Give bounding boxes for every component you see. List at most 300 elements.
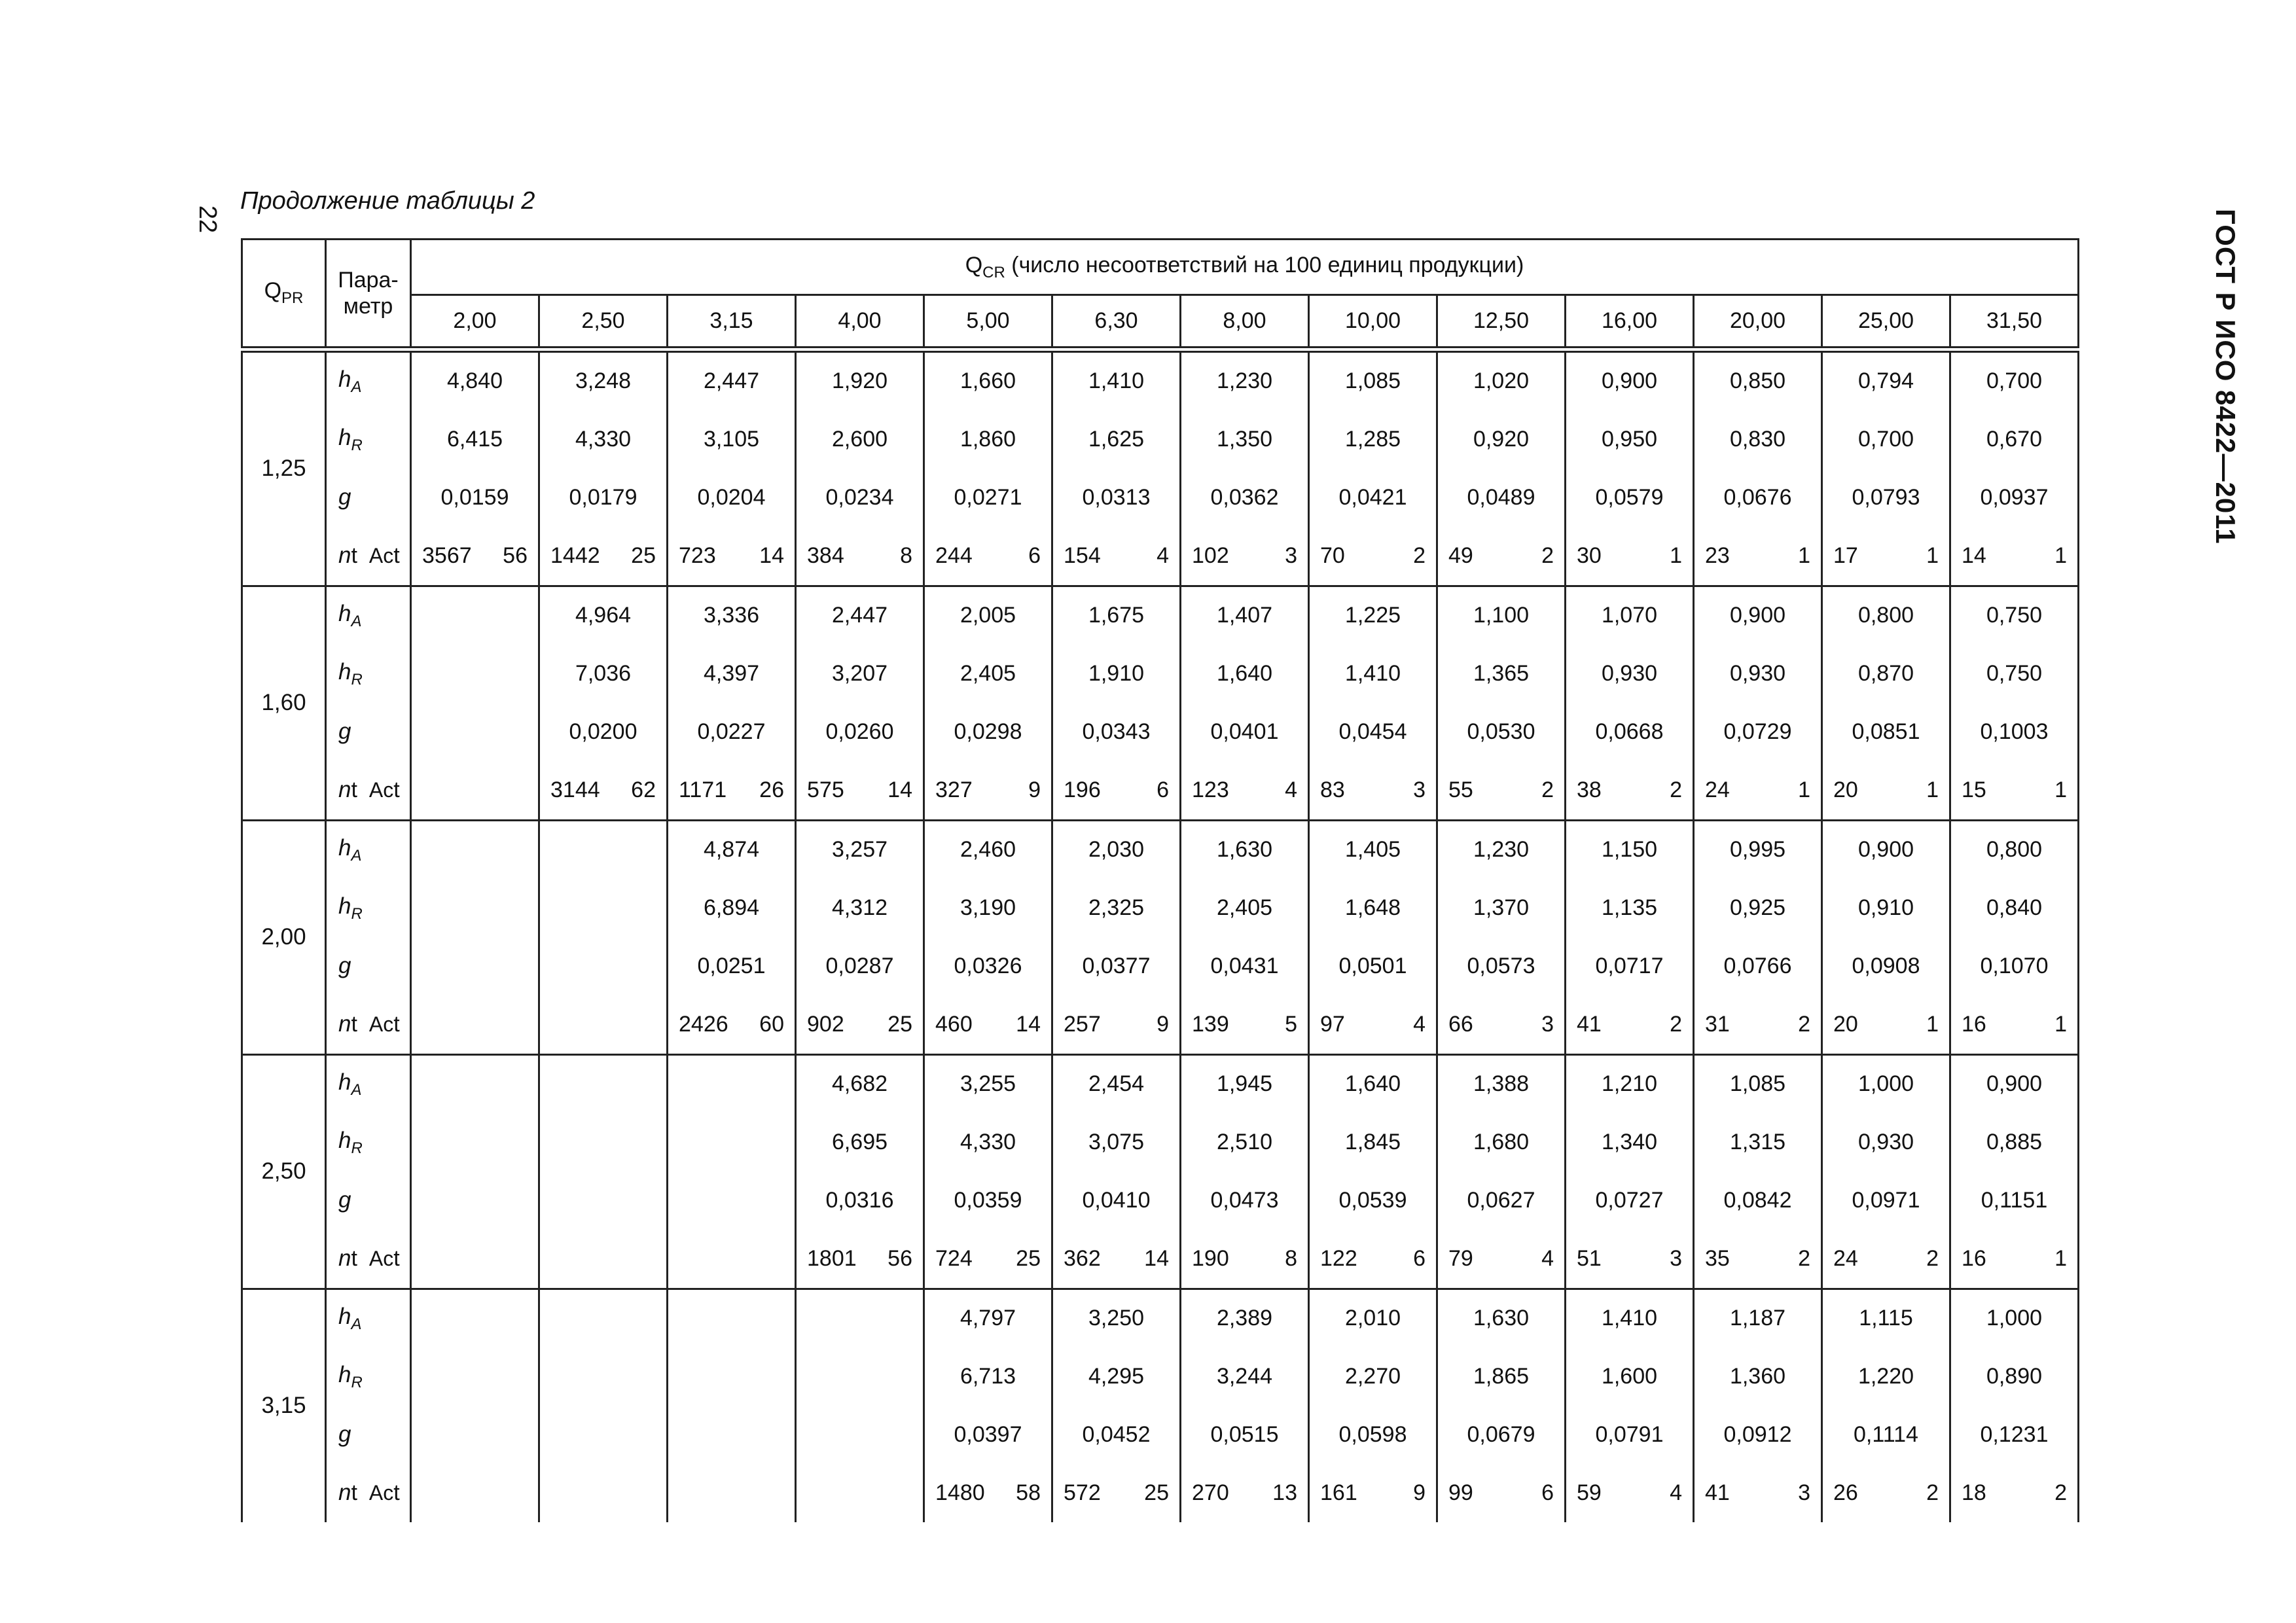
qpr-header [242,240,326,349]
value-nt: 24 [1705,777,1730,802]
value-nt: 123 [1192,777,1229,802]
qpr-value: 1,60 [242,586,326,820]
value-stack [412,1290,538,1522]
value-nt-act-row [1566,527,1693,585]
value-hA: 3,257 [831,837,888,863]
value-g: 0,0287 [825,953,894,978]
value-nt-act-row [1695,995,1821,1054]
value-act: 2 [1926,1480,1939,1505]
data-cell [1309,349,1437,586]
qcr-column-header: 2,50 [539,295,668,349]
value-g: 0,0912 [1723,1421,1792,1447]
value-nt-act-row [1823,1230,1949,1288]
value-nt: 38 [1577,777,1602,802]
value-nt-act-row [1695,527,1821,585]
value-pair [1438,777,1564,803]
value-nt: 572 [1064,1480,1101,1505]
value-pair [1053,1246,1179,1272]
value-nt: 161 [1320,1480,1357,1505]
value-nt: 26 [1833,1480,1858,1505]
value-nt-act-row [1566,1464,1693,1522]
value-hA: 1,945 [1216,1071,1273,1097]
param-g [327,937,410,995]
value-act: 26 [759,777,784,802]
value-act: 1 [2054,777,2067,802]
param-hR [327,1347,410,1406]
value-nt-act-row [1566,1230,1693,1288]
value-stack [668,587,795,819]
data-cell [924,1054,1052,1289]
parameter-labels [326,349,411,586]
param-hR [327,645,410,703]
value-hA: 1,410 [1088,368,1145,394]
value-stack [1951,587,2077,819]
data-cell [924,1289,1052,1522]
value-nt: 17 [1833,543,1858,568]
param-g [327,1171,410,1230]
data-cell [411,1054,539,1289]
value-hA: 3,255 [960,1071,1016,1097]
param-nt-act [327,1464,410,1522]
value-nt: 59 [1577,1480,1602,1505]
value-nt-act-row [1951,1464,2077,1522]
value-act: 2 [2054,1480,2067,1505]
qpr-subscript: PR [281,289,304,308]
value-hR: 4,397 [703,661,760,687]
data-cell [796,820,924,1054]
qcr-column-header: 4,00 [796,295,924,349]
value-nt: 270 [1192,1480,1229,1505]
param-hR-symbol: $h_R$ [338,658,363,688]
value-nt-act-row [1053,1464,1179,1522]
value-hR: 0,840 [1986,895,2043,921]
value-hA: 4,964 [575,603,632,628]
value-hR: 4,330 [575,427,632,452]
value-act: 25 [1144,1480,1169,1505]
value-pair [1951,1246,2077,1272]
value-hR: 6,713 [960,1364,1016,1389]
value-hR: 4,312 [831,895,888,921]
param-nt-symbol: n [338,543,351,569]
table-caption: Продолжение таблицы 2 [240,187,535,215]
value-hR: 2,405 [1216,895,1273,921]
value-stack [1053,1290,1179,1522]
value-nt-act-row [1053,1230,1179,1288]
value-pair [1053,543,1179,569]
value-pair [925,1480,1051,1506]
value-hR: 2,510 [1216,1130,1273,1155]
value-pair [1823,1246,1949,1272]
value-hA: 3,248 [575,368,632,394]
value-hA: 0,800 [1986,837,2043,863]
value-act: 4 [1670,1480,1682,1505]
value-hR: 0,885 [1986,1130,2043,1155]
value-nt: 55 [1448,777,1473,802]
value-g: 0,0362 [1210,484,1279,510]
param-nt-symbol: n [338,1245,351,1272]
data-cell [1822,586,1950,820]
data-cell [1181,1289,1309,1522]
value-pair [1566,1246,1693,1272]
value-g: 0,1151 [1981,1187,2048,1213]
value-stack [540,1056,666,1288]
data-cell [1437,820,1566,1054]
parameter-labels [326,820,411,1054]
param-act-symbol: Ac [368,777,394,802]
value-act: 56 [888,1245,912,1271]
data-cell [1694,1289,1822,1522]
value-stack [540,821,666,1054]
table-row [242,1054,2079,1289]
param-nt-symbol: n [338,1480,351,1506]
param-act-subscript: t [393,1011,400,1037]
value-hA: 1,085 [1344,368,1401,394]
param-hA-symbol: $h_A$ [338,1069,362,1099]
data-cell [1950,820,2079,1054]
value-g: 0,0489 [1467,484,1535,510]
value-nt: 154 [1064,543,1101,568]
value-hA: 2,447 [831,603,888,628]
value-stack [1310,587,1436,819]
value-g: 0,0842 [1723,1187,1792,1213]
value-hA: 0,700 [1986,368,2043,394]
value-nt: 460 [935,1011,973,1037]
value-pair [1181,1012,1308,1037]
value-hR: 3,075 [1088,1130,1145,1155]
value-g: 0,0579 [1595,484,1664,510]
value-act: 9 [1413,1480,1426,1505]
value-stack [1695,587,1821,819]
data-cell [668,349,796,586]
value-g: 0,0676 [1723,484,1792,510]
value-act: 2 [1798,1245,1810,1271]
value-hR: 0,890 [1986,1364,2043,1389]
value-nt-act-row [1695,1464,1821,1522]
value-hR: 1,860 [960,427,1016,452]
value-nt-act-row [540,527,666,585]
value-hA: 1,020 [1473,368,1530,394]
parameter-header [326,240,411,349]
qpr-value: 3,15 [242,1289,326,1522]
value-stack [412,821,538,1054]
value-act: 58 [1016,1480,1041,1505]
value-pair [1695,1012,1821,1037]
value-stack [668,1290,795,1522]
value-hA: 0,900 [1986,1071,2043,1097]
value-pair [540,543,666,569]
data-cell [1566,820,1694,1054]
value-act: 1 [1670,543,1682,568]
value-pair [1181,777,1308,803]
value-hR: 3,105 [703,427,760,452]
value-stack [668,1056,795,1288]
value-hA: 2,005 [960,603,1016,628]
value-hR: 0,920 [1473,427,1530,452]
value-hR: 1,315 [1729,1130,1786,1155]
value-g: 0,0791 [1595,1421,1664,1447]
qcr-column-header: 25,00 [1822,295,1950,349]
param-hR [327,879,410,937]
value-act: 14 [759,543,784,568]
value-hR: 1,340 [1601,1130,1658,1155]
param-nt-subscript: t [351,1245,357,1271]
data-cell [1437,349,1566,586]
data-cell [1566,1289,1694,1522]
data-cell [1052,1054,1181,1289]
value-stack [1823,821,1949,1054]
value-hR: 1,360 [1729,1364,1786,1389]
param-hR-subscript: R [351,670,363,688]
value-nt: 99 [1448,1480,1473,1505]
value-hA: 0,900 [1857,837,1914,863]
param-nt-act [327,761,410,819]
value-stack [1181,821,1308,1054]
value-hR: 1,910 [1088,661,1145,687]
value-hR: 6,695 [831,1130,888,1155]
parameter-stack [327,821,410,1054]
value-act: 6 [1541,1480,1554,1505]
value-nt: 575 [807,777,844,802]
value-stack [1566,587,1693,819]
param-g [327,1406,410,1464]
parameter-header-line1: Пара- [338,267,399,293]
value-hR: 0,700 [1857,427,1914,452]
param-hA-subscript: A [351,1315,362,1333]
param-act-subscript: t [393,543,400,568]
value-pair [1823,1012,1949,1037]
value-act: 1 [2054,1245,2067,1271]
value-pair [1310,777,1436,803]
data-cell [1822,1289,1950,1522]
data-cell [1694,349,1822,586]
value-nt-act-row [1823,527,1949,585]
data-cell [1309,586,1437,820]
value-g: 0,0766 [1723,953,1792,978]
value-nt: 190 [1192,1245,1229,1271]
value-hR: 0,930 [1601,661,1658,687]
data-cell [796,1054,924,1289]
value-pair [797,1246,923,1272]
param-g-symbol: g [338,484,351,510]
value-hA: 0,750 [1986,603,2043,628]
value-pair [1181,1480,1308,1506]
value-pair [1823,1480,1949,1506]
value-act: 14 [888,777,912,802]
qpr-value: 2,00 [242,820,326,1054]
data-cell [796,349,924,586]
value-hA: 3,250 [1088,1306,1145,1331]
value-g: 0,0937 [1980,484,2049,510]
value-stack [797,821,923,1054]
value-pair [1823,543,1949,569]
value-pair [540,777,666,803]
value-nt: 20 [1833,1011,1858,1037]
param-hA-symbol: $h_A$ [338,1303,362,1333]
value-g: 0,1070 [1980,953,2049,978]
qcr-column-header: 5,00 [924,295,1052,349]
value-hR: 2,270 [1344,1364,1401,1389]
value-g: 0,0251 [697,953,766,978]
value-nt: 41 [1577,1011,1602,1037]
param-nt-subscript: t [351,1011,357,1037]
value-nt: 1480 [935,1480,985,1505]
value-pair [1695,777,1821,803]
value-hA: 4,682 [831,1071,888,1097]
value-stack [925,587,1051,819]
value-stack [925,1056,1051,1288]
qcr-description: (число несоответствий на 100 единиц продукции) [1005,252,1524,277]
value-nt-act-row [668,995,795,1054]
value-nt: 196 [1064,777,1101,802]
value-pair [668,1012,795,1037]
value-hR: 1,370 [1473,895,1530,921]
value-g: 0,0343 [1082,719,1151,744]
value-act: 60 [759,1011,784,1037]
param-g-symbol: g [338,1421,351,1448]
value-hR: 1,600 [1601,1364,1658,1389]
value-nt-act-row [1951,995,2077,1054]
value-pair [1053,1480,1179,1506]
table-row [242,586,2079,820]
value-hR: 1,285 [1344,427,1401,452]
value-stack [797,587,923,819]
value-hA: 2,389 [1216,1306,1273,1331]
param-hR-subscript: R [351,1373,363,1391]
value-hR: 0,750 [1986,661,2043,687]
value-act: 5 [1285,1011,1297,1037]
value-nt-act-row [797,761,923,819]
value-stack [1566,1290,1693,1522]
data-cell [1950,349,2079,586]
table-row [242,1289,2079,1522]
value-act: 6 [1413,1245,1426,1271]
value-pair [1438,1012,1564,1037]
value-act: 1 [2054,543,2067,568]
data-cell [1437,1054,1566,1289]
data-cell [1181,820,1309,1054]
document-code: ГОСТ Р ИСО 8422—2011 [2210,209,2241,544]
value-nt: 1442 [550,543,600,568]
value-nt-act-row [1181,995,1308,1054]
value-stack [797,1056,923,1288]
value-act: 14 [1144,1245,1169,1271]
value-pair [1181,1246,1308,1272]
value-hR: 1,365 [1473,661,1530,687]
value-nt: 14 [1962,543,1986,568]
param-nt-subscript: t [351,543,357,568]
value-nt-act-row [925,527,1051,585]
value-hA: 1,630 [1473,1306,1530,1331]
data-cell [1566,1054,1694,1289]
value-g: 0,0679 [1467,1421,1535,1447]
value-hA: 1,070 [1601,603,1658,628]
value-stack [412,1056,538,1288]
value-g: 0,0473 [1210,1187,1279,1213]
value-pair [1310,1480,1436,1506]
value-stack [1310,821,1436,1054]
table-row [242,820,2079,1054]
value-g: 0,0627 [1467,1187,1535,1213]
value-hR: 1,350 [1216,427,1273,452]
value-nt-act-row [1823,995,1949,1054]
value-nt: 16 [1962,1011,1986,1037]
value-pair [1566,1012,1693,1037]
data-cell [1181,586,1309,820]
value-hR: 0,670 [1986,427,2043,452]
value-stack [668,821,795,1054]
data-cell [1181,1054,1309,1289]
parameter-header-line2: метр [343,293,393,319]
value-hR: 1,625 [1088,427,1145,452]
data-cell [411,820,539,1054]
value-nt-act-row [412,527,538,585]
value-g: 0,0793 [1852,484,1920,510]
value-pair [1310,1012,1436,1037]
page-number: 22 [194,205,222,234]
value-act: 4 [1541,1245,1554,1271]
value-nt-act-row [1566,761,1693,819]
value-nt: 724 [935,1245,973,1271]
parameter-labels [326,1289,411,1522]
value-g: 0,0668 [1595,719,1664,744]
value-nt-act-row [1053,761,1179,819]
value-act: 6 [1028,543,1041,568]
value-nt: 384 [807,543,844,568]
param-hA [327,1056,410,1114]
value-g: 0,1231 [1980,1421,2049,1447]
value-stack [1181,353,1308,585]
value-nt: 20 [1833,777,1858,802]
value-hR: 0,930 [1729,661,1786,687]
data-cell [924,586,1052,820]
param-hA-subscript: A [351,1080,362,1099]
value-hA: 1,000 [1986,1306,2043,1331]
value-nt-act-row [540,761,666,819]
value-hA: 1,230 [1473,837,1530,863]
value-hA: 2,460 [960,837,1016,863]
value-nt: 15 [1962,777,1986,802]
value-stack [1823,587,1949,819]
data-cell [924,820,1052,1054]
value-pair [1310,1246,1436,1272]
value-g: 0,0260 [825,719,894,744]
param-act-symbol: Ac [368,1480,394,1505]
value-hA: 0,794 [1857,368,1914,394]
value-nt: 102 [1192,543,1229,568]
value-hA: 0,900 [1601,368,1658,394]
value-g: 0,0573 [1467,953,1535,978]
value-hR: 2,325 [1088,895,1145,921]
value-pair [1951,1480,2077,1506]
value-pair [1438,543,1564,569]
param-hR [327,1113,410,1171]
value-act: 2 [1670,777,1682,802]
value-g: 0,0401 [1210,719,1279,744]
value-nt-act-row [1438,1230,1564,1288]
value-nt: 97 [1320,1011,1345,1037]
param-hA-subscript: A [351,846,362,865]
qcr-column-header: 3,15 [668,295,796,349]
param-nt-subscript: t [351,777,357,802]
param-act-subscript: t [393,1480,400,1505]
value-nt-act-row [1951,527,2077,585]
value-nt-act-row [668,761,795,819]
param-hA [327,587,410,645]
param-g-symbol: g [338,1187,351,1213]
value-nt: 18 [1962,1480,1986,1505]
value-hR: 1,640 [1216,661,1273,687]
value-g: 0,0271 [954,484,1022,510]
